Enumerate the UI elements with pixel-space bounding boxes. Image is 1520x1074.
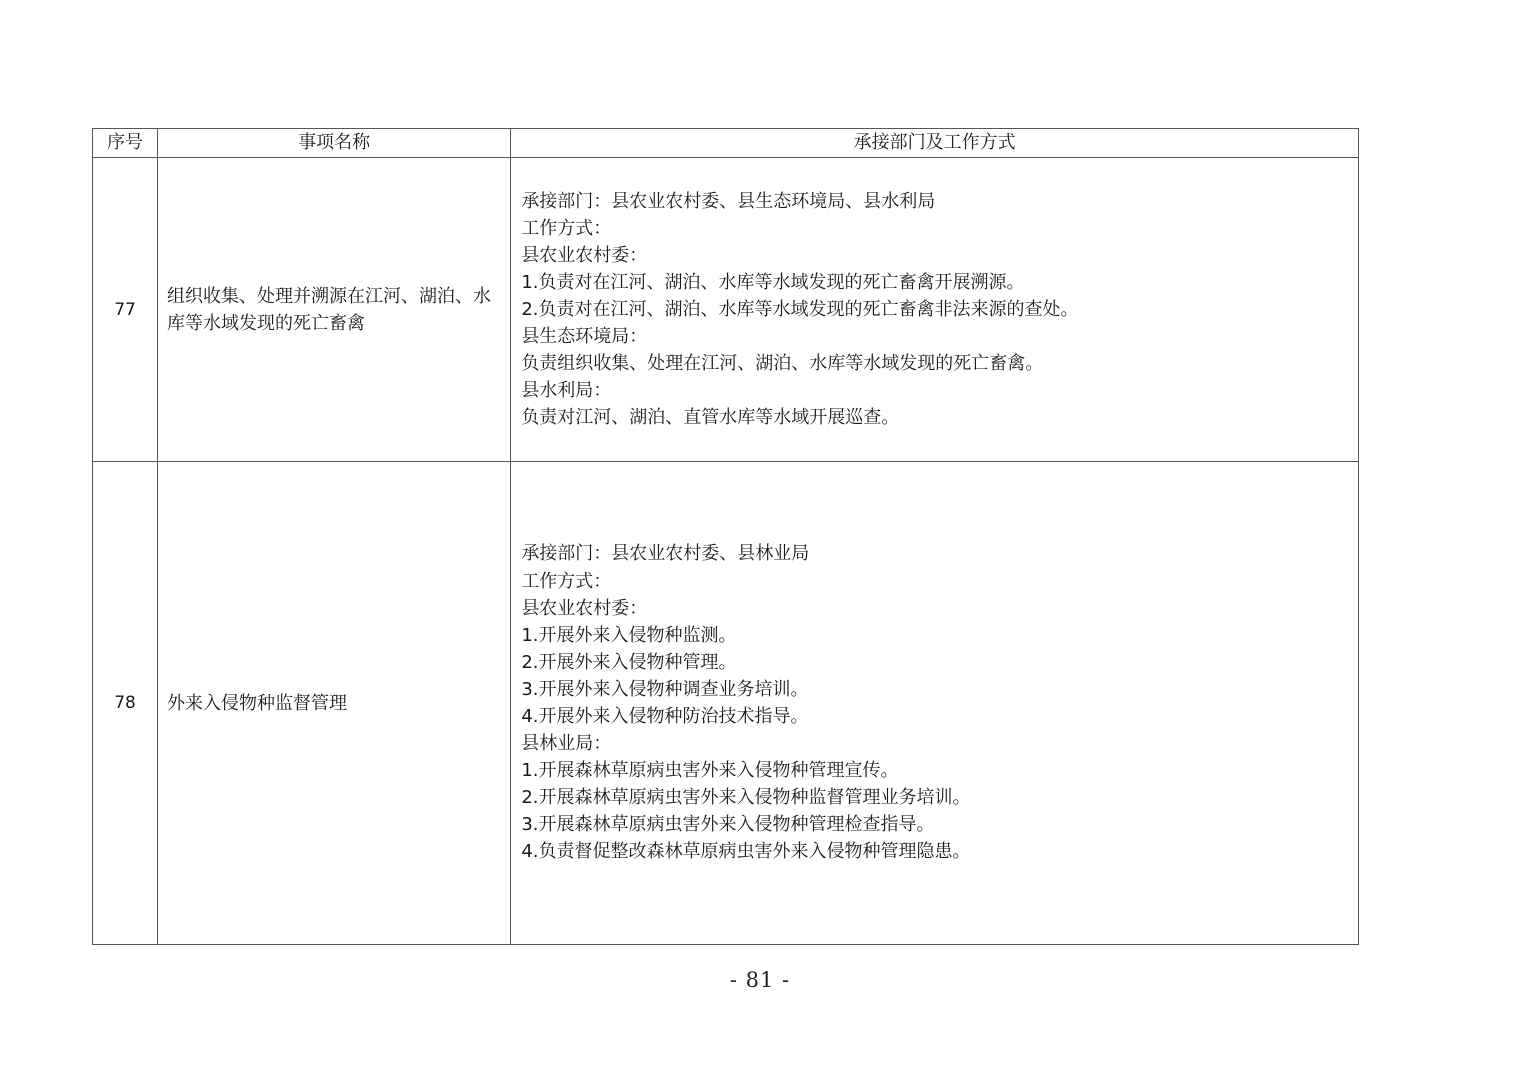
row-item-name: 外来入侵物种监督管理 [158, 462, 511, 945]
header-serial-number: 序号 [93, 129, 158, 158]
row-serial-number: 78 [93, 462, 158, 945]
department-line: 县林业局： [521, 733, 612, 755]
department-line: 承接部门：县农业农村委、县林业局 [521, 543, 810, 565]
department-line: 3.开展外来入侵物种调查业务培训。 [521, 678, 809, 700]
department-line: 工作方式： [521, 570, 612, 592]
row-item-name: 组织收集、处理并溯源在江河、湖泊、水库等水域发现的死亡畜禽 [158, 158, 511, 462]
row-department-method [511, 462, 1359, 945]
department-line: 1.负责对在江河、湖泊、水库等水域发现的死亡畜禽开展溯源。 [521, 271, 1025, 293]
department-line: 1.开展外来入侵物种监测。 [521, 624, 737, 646]
department-line: 县生态环境局： [521, 326, 648, 348]
row-serial-number: 77 [93, 158, 158, 462]
department-line: 2.开展外来入侵物种管理。 [521, 651, 737, 673]
department-method-lines [521, 540, 1348, 865]
table-header [93, 129, 1359, 158]
department-line: 2.开展森林草原病虫害外来入侵物种监督管理业务培训。 [521, 787, 971, 809]
row-department-method [511, 158, 1359, 462]
page-number: - 81 - [729, 968, 791, 992]
header-department-method: 承接部门及工作方式 [511, 129, 1359, 158]
department-method-lines [521, 188, 1348, 432]
responsibility-table [92, 128, 1359, 945]
department-line: 县水利局： [521, 380, 612, 402]
department-line: 承接部门：县农业农村委、县生态环境局、县水利局 [521, 190, 936, 212]
department-line: 4.负责督促整改森林草原病虫害外来入侵物种管理隐患。 [521, 841, 971, 863]
department-line: 2.负责对在江河、湖泊、水库等水域发现的死亡畜禽非法来源的查处。 [521, 298, 1079, 320]
department-line: 县农业农村委： [521, 244, 648, 266]
department-line: 工作方式： [521, 217, 612, 239]
department-line: 3.开展森林草原病虫害外来入侵物种管理检查指导。 [521, 814, 935, 836]
table-row [93, 158, 1359, 462]
department-line: 1.开展森林草原病虫害外来入侵物种管理宣传。 [521, 760, 899, 782]
header-item-name: 事项名称 [158, 129, 511, 158]
table-row [93, 462, 1359, 945]
header-row [93, 129, 1359, 158]
department-line: 负责对江河、湖泊、直管水库等水域开展巡查。 [521, 407, 900, 429]
department-line: 负责组织收集、处理在江河、湖泊、水库等水域发现的死亡畜禽。 [521, 353, 1044, 375]
department-line: 4.开展外来入侵物种防治技术指导。 [521, 706, 809, 727]
department-line: 县农业农村委： [521, 597, 648, 619]
